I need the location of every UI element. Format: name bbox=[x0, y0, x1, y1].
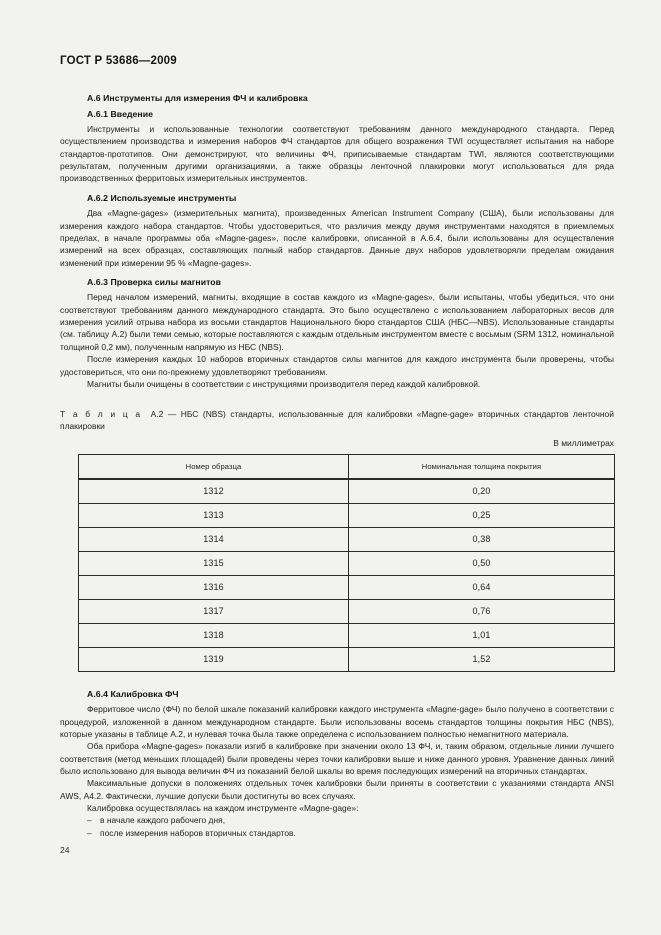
table-row bbox=[79, 503, 615, 527]
post-table-content bbox=[60, 688, 614, 840]
paragraph-a6-1-intro: Инструменты и использованные технологии соответствуют требованиям данного международного стандарта. Перед осуществлением производства и измерения наборов ФЧ стандартов для общего возражения TWI осуществляет испытания на наборе стандартов-прототипов. Они демонстрируют, что величины ФЧ, приписываемые стандартам TWI, являются соответствующими результатам, полученным другими организациями, а также образцы ленточной плакировки могут использоваться для ряда производственных ферритовых измерительных инструментов. bbox=[60, 124, 614, 184]
table-caption-dash: — bbox=[167, 409, 177, 420]
table-row bbox=[79, 527, 615, 551]
table-body bbox=[79, 479, 615, 672]
paragraph-a6-4-second: Оба прибора «Magne-gages» показали изгиб в калибровке при значении около 13 ФЧ, и, таким образом, отдельные линии лучшего соответствия (метод меньших площадей) были проведены через точки калибровки выше и ниже данного уровня. Уравнение данных линий было использовано для вывода величин ФЧ из показаний белой шкалы во время последующих измерений на вторичных стандартах. bbox=[60, 741, 614, 776]
column-header-nominal-thickness: Номинальная толщина покрытия bbox=[349, 454, 615, 479]
table-row bbox=[79, 479, 615, 504]
table-row bbox=[79, 575, 615, 599]
cell-sample-number: 1318 bbox=[79, 623, 349, 647]
table-row bbox=[79, 551, 615, 575]
cell-sample-number: 1319 bbox=[79, 647, 349, 671]
cell-sample-number: 1312 bbox=[79, 479, 349, 504]
page-number: 24 bbox=[60, 845, 70, 855]
heading-a6: А.6 Инструменты для измерения ФЧ и калибровка bbox=[87, 93, 308, 103]
table-row bbox=[79, 623, 615, 647]
cell-nominal-thickness: 0,76 bbox=[349, 599, 615, 623]
paragraph-a6-4-fourth: Калибровка осуществлялась на каждом инструменте «Magne-gage»: bbox=[87, 803, 359, 814]
paragraph-a6-3-first: Перед началом измерений, магниты, входящие в состав каждого из «Magne-gages», были испытаны, чтобы убедиться, что они соответствуют требованиям данного международного стандарта. Это было осуществлено с использованием лабораторных весов для измерения усилий отрыва набора из восьми стандартов Национального бюро стандартов США (НБС—NBS). Использованные стандарты (см. таблицу А.2) были теми семью, которые поставляются с каждым отдельным инструментом вместе с восьмым (SRM 1312, номинальной толщиной 0,2 мм), полученным напрямую из НБС (NBS). bbox=[60, 292, 614, 352]
cell-sample-number: 1315 bbox=[79, 551, 349, 575]
heading-a6-3: А.6.3 Проверка силы магнитов bbox=[87, 276, 222, 287]
cell-nominal-thickness: 0,50 bbox=[349, 551, 615, 575]
paragraph-a6-4-first: Ферритовое число (ФЧ) по белой шкале показаний калибровки каждого инструмента «Magne-gage» было получено в соответствии с процедурой, изложенной в данном международном стандарте. Были использованы восемь стандартов толщины покрытия НБС (NBS), которые указаны в таблице А.2, и нулевая точка была также определена с использованием полностью немагнитного материала. bbox=[60, 704, 614, 739]
page-content bbox=[60, 92, 614, 840]
paragraph-a6-2-instruments: Два «Magne-gages» (измерительных магнита), произведенных American Instrument Company (США), были использованы для измерения каждого набора стандартов. Чтобы удостовериться, что различия между двумя инструментами находятся в приемлемых пределах, в начале программы оба «Magne-gages», после калибровки, описанной в А.6.4, были использованы для осуществления измерений на всех образцах, составляющих полный набор стандартов. Данные двух наборов удовлетворяли пределам ожидания изменений при измерении 95 % «Magne-gages». bbox=[60, 208, 614, 268]
cell-nominal-thickness: 1,01 bbox=[349, 623, 615, 647]
cell-nominal-thickness: 0,25 bbox=[349, 503, 615, 527]
table-header-row bbox=[79, 454, 615, 479]
dash-marker-icon: – bbox=[87, 827, 92, 838]
list-item bbox=[60, 827, 614, 840]
table-units-note: В миллиметрах bbox=[553, 437, 614, 448]
list-item bbox=[60, 814, 614, 827]
list-item-label: после измерения наборов вторичных стандартов. bbox=[100, 827, 296, 838]
heading-a6-4: А.6.4 Калибровка ФЧ bbox=[87, 688, 179, 699]
nbs-standards-table bbox=[78, 454, 615, 672]
cell-nominal-thickness: 0,38 bbox=[349, 527, 615, 551]
cell-sample-number: 1314 bbox=[79, 527, 349, 551]
cell-nominal-thickness: 0,20 bbox=[349, 479, 615, 504]
heading-a6-1: А.6.1 Введение bbox=[87, 108, 153, 119]
heading-a6-2: А.6.2 Используемые инструменты bbox=[87, 192, 237, 203]
cell-sample-number: 1317 bbox=[79, 599, 349, 623]
table-caption-number: А.2 bbox=[150, 409, 164, 420]
list-item-label: в начале каждого рабочего дня, bbox=[100, 815, 226, 826]
cell-sample-number: 1313 bbox=[79, 503, 349, 527]
cell-sample-number: 1316 bbox=[79, 575, 349, 599]
column-header-sample-number: Номер образца bbox=[79, 454, 349, 479]
paragraph-a6-4-third: Максимальные допуски в положениях отдельных точек калибровки были приняты в соответствии с указаниями стандарта ANSI AWS, А4.2. Фактически, лучшие допуски были достигнуты во всех случаях. bbox=[60, 778, 614, 801]
table-row bbox=[79, 599, 615, 623]
paragraph-a6-3-second: После измерения каждых 10 наборов вторичных стандартов силы магнитов для каждого инструмента были проверены, чтобы удостовериться, что они по-прежнему удовлетворяют требованиям. bbox=[60, 354, 614, 377]
table-row bbox=[79, 647, 615, 671]
table-caption-text: НБС (NBS) стандарты, использованные для калибровки «Magne-gage» вторичных стандартов ленточной плакировки bbox=[60, 409, 614, 432]
cell-nominal-thickness: 0,64 bbox=[349, 575, 615, 599]
paragraph-a6-3-third: Магниты были очищены в соответствии с инструкциями производителя перед каждой калибровкой. bbox=[87, 378, 481, 389]
table-caption bbox=[60, 408, 614, 433]
dash-marker-icon: – bbox=[87, 815, 92, 826]
document-header: ГОСТ Р 53686—2009 bbox=[60, 55, 177, 67]
calibration-bullet-list bbox=[60, 814, 614, 839]
table-caption-label: Т а б л и ц а bbox=[60, 409, 142, 420]
cell-nominal-thickness: 1,52 bbox=[349, 647, 615, 671]
